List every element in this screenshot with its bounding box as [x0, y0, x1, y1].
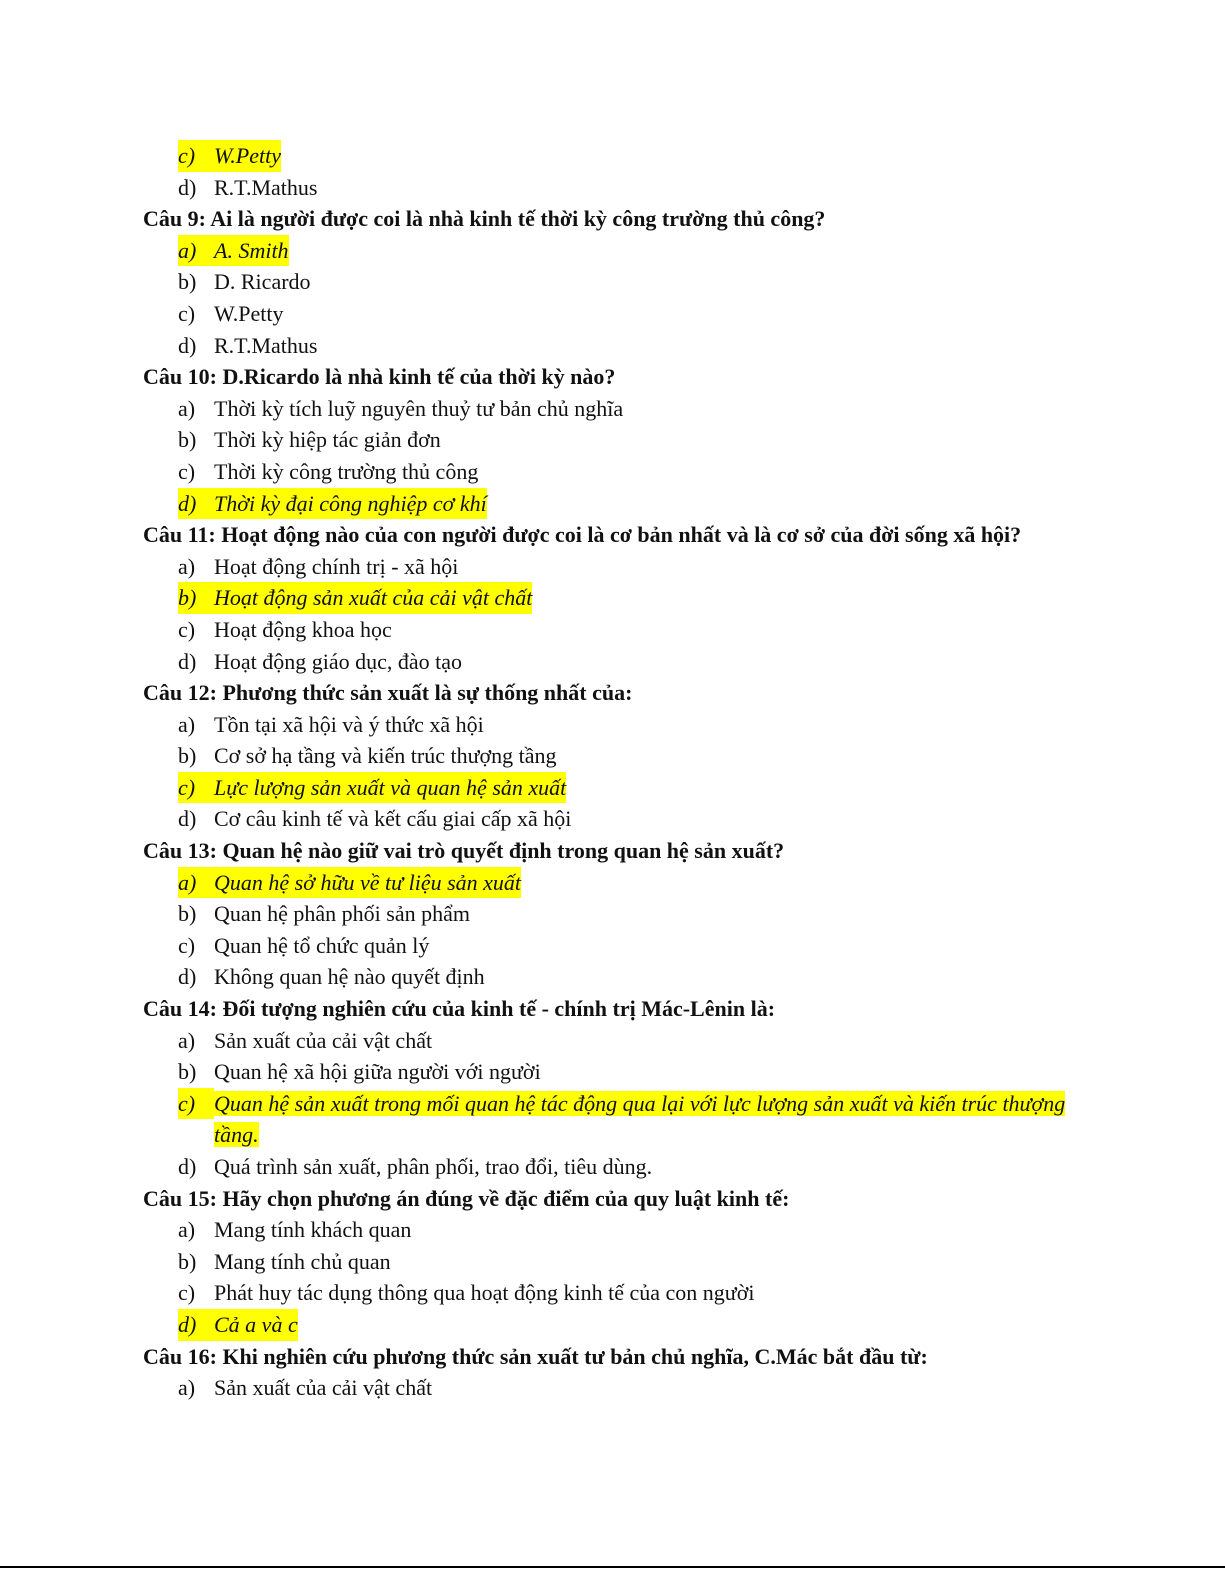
- answer-option: [0, 424, 1225, 456]
- option-text: Không quan hệ nào quyết định: [214, 964, 485, 990]
- answer-option: [0, 1372, 1225, 1404]
- option-label: d): [178, 1309, 214, 1341]
- option-label: d): [178, 964, 197, 990]
- option-label: d): [178, 806, 197, 832]
- option-text: Quan hệ xã hội giữa người với người: [214, 1059, 541, 1085]
- question-heading: Câu 9: Ai là người được coi là nhà kinh tế thời kỳ công trường thủ công?: [143, 206, 826, 232]
- option-text: Hoạt động chính trị - xã hội: [214, 553, 459, 579]
- answer-option-correct: [0, 1088, 1225, 1151]
- answer-option: [0, 740, 1225, 772]
- option-label: d): [178, 332, 197, 358]
- option-text: Quan hệ sản xuất trong mối quan hệ tác động qua lại với lực lượng sản xuất và kiến trúc thượng tầng.: [214, 1090, 1066, 1148]
- option-label: b): [178, 427, 197, 453]
- option-label: a): [178, 867, 214, 899]
- option-label: c): [178, 616, 196, 642]
- question-heading: Câu 14: Đối tượng nghiên cứu của kinh tế - chính trị Mác-Lênin là:: [143, 996, 776, 1022]
- option-label: c): [178, 300, 196, 326]
- option-text: Hoạt động sản xuất của cải vật chất: [214, 582, 532, 614]
- answer-option: [0, 1056, 1225, 1088]
- answer-option-correct: [0, 140, 1225, 172]
- question-heading: Câu 12: Phương thức sản xuất là sự thống nhất của:: [143, 680, 633, 706]
- option-text: Mang tính chủ quan: [214, 1248, 391, 1274]
- answer-option: [0, 614, 1225, 646]
- option-text: W.Petty: [214, 300, 284, 326]
- option-text: W.Petty: [214, 140, 281, 172]
- option-label: d): [178, 1154, 197, 1179]
- option-text: R.T.Mathus: [214, 332, 318, 358]
- answer-option-correct: [0, 235, 1225, 267]
- option-text: Cơ sở hạ tầng và kiến trúc thượng tầng: [214, 743, 557, 769]
- question-heading: Câu 16: Khi nghiên cứu phương thức sản xuất tư bản chủ nghĩa, C.Mác bắt đầu từ:: [143, 1343, 928, 1369]
- answer-option: [0, 898, 1225, 930]
- option-label: c): [178, 1088, 214, 1120]
- option-label: a): [178, 711, 196, 737]
- option-label: c): [178, 1280, 196, 1306]
- option-text: Quá trình sản xuất, phân phối, trao đổi, tiêu dùng.: [214, 1154, 653, 1179]
- answer-option: [0, 298, 1225, 330]
- answer-option: [0, 551, 1225, 583]
- option-label: a): [178, 235, 214, 267]
- option-label: c): [178, 140, 214, 172]
- option-text: Thời kỳ công trường thủ công: [214, 458, 479, 484]
- option-text: Sản xuất của cải vật chất: [214, 1027, 433, 1053]
- option-text: Thời kỳ đại công nghiệp cơ khí: [214, 488, 487, 520]
- question-heading: Câu 11: Hoạt động nào của con người được coi là cơ bản nhất và là cơ sở của đời sống xã hội?: [143, 522, 1022, 548]
- question-heading: Câu 13: Quan hệ nào giữ vai trò quyết định trong quan hệ sản xuất?: [143, 838, 785, 864]
- answer-option-correct: [0, 1309, 1225, 1341]
- option-label: b): [178, 743, 197, 769]
- option-text: Thời kỳ hiệp tác giản đơn: [214, 427, 441, 453]
- option-text: Cả a và c: [214, 1309, 298, 1341]
- option-label: d): [178, 488, 214, 520]
- option-text: Quan hệ phân phối sản phẩm: [214, 901, 470, 927]
- page-bottom-border: [0, 1566, 1225, 1568]
- document-page: [0, 140, 1225, 1404]
- option-label: c): [178, 932, 196, 958]
- option-label: c): [178, 772, 214, 804]
- option-text: A. Smith: [214, 235, 289, 267]
- option-text: R.T.Mathus: [214, 174, 318, 200]
- answer-option-correct: [0, 582, 1225, 614]
- answer-option-correct: [0, 772, 1225, 804]
- option-text-wrapper: [214, 1088, 1075, 1151]
- option-label: b): [178, 269, 197, 295]
- option-text: Quan hệ sở hữu về tư liệu sản xuất: [214, 867, 521, 899]
- answer-option-correct: [0, 488, 1225, 520]
- question-heading: Câu 10: D.Ricardo là nhà kinh tế của thời kỳ nào?: [143, 364, 616, 390]
- option-label: a): [178, 1217, 196, 1243]
- option-text: Hoạt động giáo dục, đào tạo: [214, 648, 463, 674]
- option-label: d): [178, 648, 197, 674]
- answer-option: [0, 1025, 1225, 1057]
- answer-option: [0, 456, 1225, 488]
- answer-option: [0, 961, 1225, 993]
- option-label: b): [178, 582, 214, 614]
- option-label: b): [178, 1059, 197, 1085]
- answer-option: [0, 1277, 1225, 1309]
- option-text: Sản xuất của cải vật chất: [214, 1375, 433, 1401]
- option-label: b): [178, 901, 197, 927]
- option-text: Hoạt động khoa học: [214, 616, 392, 642]
- option-label: a): [178, 553, 196, 579]
- answer-option: [0, 330, 1225, 362]
- option-text: Tồn tại xã hội và ý thức xã hội: [214, 711, 484, 737]
- question-heading: Câu 15: Hãy chọn phương án đúng về đặc điểm của quy luật kinh tế:: [143, 1185, 790, 1211]
- option-text: Lực lượng sản xuất và quan hệ sản xuất: [214, 772, 566, 804]
- option-label: d): [178, 174, 197, 200]
- answer-option: [0, 172, 1225, 204]
- option-text: Cơ câu kinh tế và kết cấu giai cấp xã hội: [214, 806, 572, 832]
- answer-option: [0, 646, 1225, 678]
- option-label: a): [178, 1375, 196, 1401]
- option-label: b): [178, 1248, 197, 1274]
- answer-option: [0, 1246, 1225, 1278]
- answer-option-correct: [0, 867, 1225, 899]
- answer-option: [0, 1214, 1225, 1246]
- option-text: D. Ricardo: [214, 269, 311, 295]
- answer-option: [0, 930, 1225, 962]
- option-label: c): [178, 458, 196, 484]
- answer-option: [0, 709, 1225, 741]
- answer-option: [0, 1151, 1225, 1183]
- option-text: Thời kỳ tích luỹ nguyên thuỷ tư bản chủ nghĩa: [214, 395, 624, 421]
- option-label: a): [178, 1027, 196, 1053]
- answer-option: [0, 393, 1225, 425]
- answer-option: [0, 266, 1225, 298]
- option-label: a): [178, 395, 196, 421]
- option-text: Quan hệ tổ chức quản lý: [214, 932, 430, 958]
- option-text: Mang tính khách quan: [214, 1217, 412, 1243]
- answer-option: [0, 803, 1225, 835]
- option-text: Phát huy tác dụng thông qua hoạt động kinh tế của con người: [214, 1280, 755, 1306]
